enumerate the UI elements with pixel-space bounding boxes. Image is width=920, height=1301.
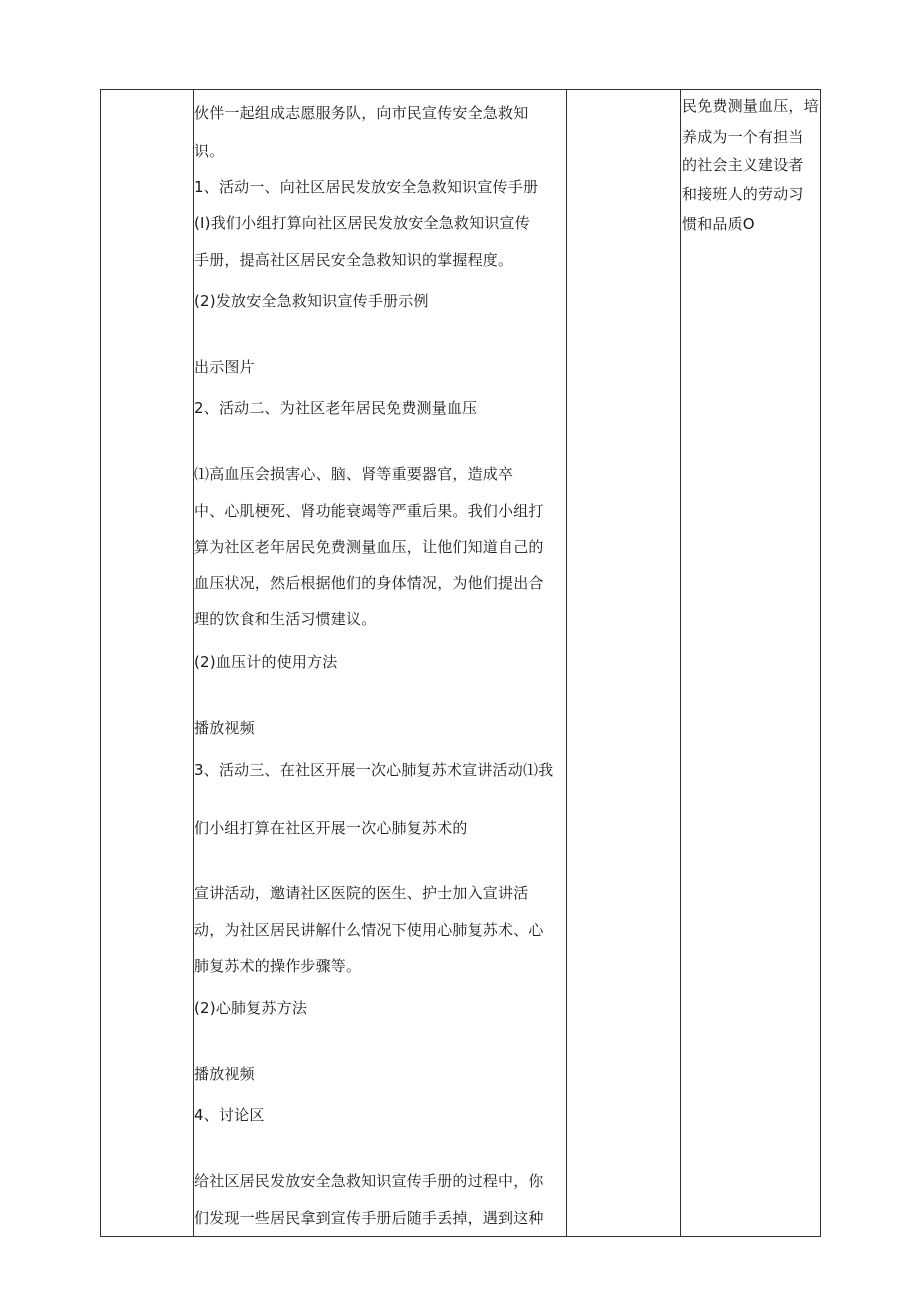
text-line: (2)心肺复苏方法 — [194, 999, 308, 1017]
text-line: 给社区居民发放安全急救知识宣传手册的过程中，你 — [194, 1172, 544, 1190]
text-line: 伙伴一起组成志愿服务队，向市民宣传安全急救知 — [194, 104, 529, 122]
text-line: 理的饮食和生活习惯建议。 — [194, 610, 377, 628]
text-line: 3、活动三、在社区开展一次心肺复苏术宣讲活动⑴我 — [194, 761, 554, 779]
text-line: 宣讲活动，邀请社区医院的医生、护士加入宣讲活 — [194, 884, 529, 902]
text-line: 1、活动一、向社区居民发放安全急救知识宣传手册 — [194, 178, 539, 196]
text-line: (2)血压计的使用方法 — [194, 653, 338, 671]
text-line: 和接班人的劳动习 — [682, 185, 804, 203]
text-line: 们发现一些居民拿到宣传手册后随手丢掉，遇到这种 — [194, 1209, 544, 1227]
text-line: 识。 — [194, 142, 225, 160]
text-line: 动，为社区居民讲解什么情况下使用心肺复苏术、心 — [194, 921, 544, 939]
text-line: 出示图片 — [194, 358, 255, 376]
text-line: 们小组打算在社区开展一次心肺复苏术的 — [194, 819, 468, 837]
text-line: 4、讨论区 — [194, 1106, 265, 1124]
text-line: (2)发放安全急救知识宣传手册示例 — [194, 292, 429, 310]
text-line: (I)我们小组打算向社区居民发放安全急救知识宣传 — [194, 214, 530, 232]
text-line: 手册，提高社区居民安全急救知识的掌握程度。 — [194, 251, 514, 269]
text-line: ⑴高血压会损害心、脑、肾等重要器官，造成卒 — [194, 465, 514, 483]
text-line: 2、活动二、为社区老年居民免费测量血压 — [194, 399, 478, 417]
text-line: 血压状况，然后根据他们的身体情况，为他们提出合 — [194, 574, 544, 592]
text-line: 播放视频 — [194, 1065, 255, 1083]
column-divider — [566, 89, 567, 1237]
text-line: 惯和品质O — [682, 215, 755, 233]
column-divider — [680, 89, 681, 1237]
text-line: 养成为一个有担当 — [682, 128, 804, 146]
text-line: 民免费测量血压，培 — [682, 97, 819, 115]
text-line: 肺复苏术的操作步骤等。 — [194, 957, 362, 975]
text-line: 的社会主义建设者 — [682, 156, 804, 174]
text-line: 算为社区老年居民免费测量血压，让他们知道自己的 — [194, 538, 544, 556]
text-line: 中、心肌梗死、肾功能衰竭等严重后果。我们小组打 — [194, 502, 544, 520]
text-line: 播放视频 — [194, 719, 255, 737]
